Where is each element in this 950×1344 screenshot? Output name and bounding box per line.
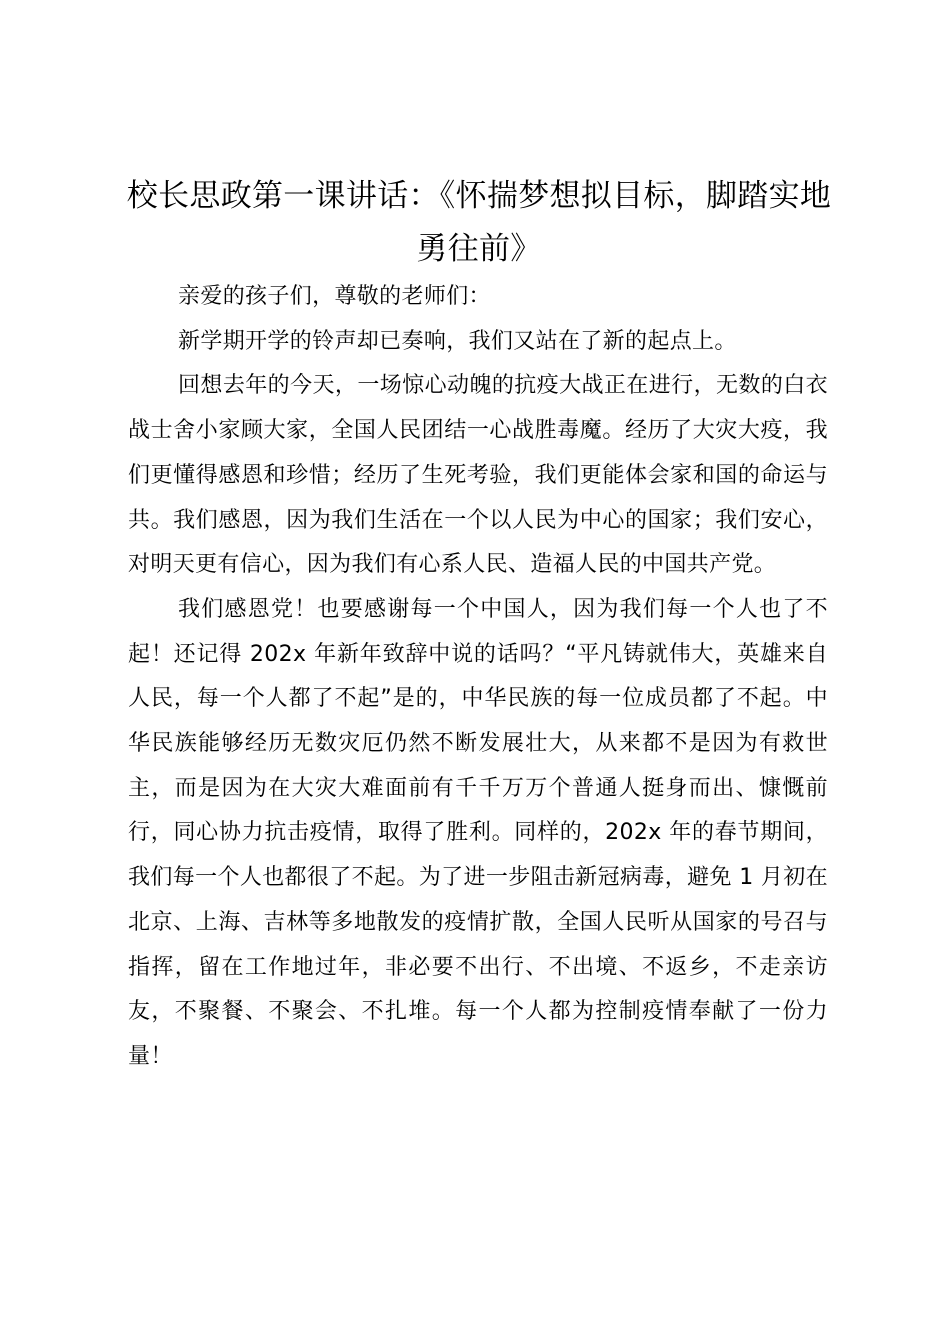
document-title: 校长思政第一课讲话：《怀揣梦想拟目标，脚踏实地勇往前》 <box>126 178 832 267</box>
greeting-paragraph: 亲爱的孩子们，尊敬的老师们： <box>178 284 491 309</box>
body-paragraph: 新学期开学的铃声却已奏响，我们又站在了新的起点上。 <box>178 328 737 354</box>
body-paragraph: 回想去年的今天，一场惊心动魄的抗疫大战正在进行，无数的白衣战士舍小家顾大家，全国人民团结一心战胜毒魔。经历了大灾大疫，我们更懂得感恩和珍惜；经历了生死考验，我们更能体会家和国的命运与共。我们感恩，因为我们生活在一个以人民为中心的国家；我们安心，对明天更有信心，因为我们有心系人民、造福人民的中国共产党。 <box>128 373 828 578</box>
document-body <box>128 275 828 1080</box>
body-paragraph: 我们感恩党！也要感谢每一个中国人，因为我们每一个人也了不起！还记得 202x 年新年致辞中说的话吗？“平凡铸就伟大，英雄来自人民，每一个人都了不起”是的，中华民族的每一位成员都了不起。中华民族能够经历无数灾厄仍然不断发展壮大，从来都不是因为有救世主，而是因为在大灾大难面前有千千万万个普通人挺身而出、慷慨前行，同心协力抗击疫情，取得了胜利。同样的，202x 年的春节期间，我们每一个人也都很了不起。为了进一步阻击新冠病毒，避免 1 月初在北京、上海、吉林等多地散发的疫情扩散，全国人民听从国家的号召与指挥，留在工作地过年，非必要不出行、不出境、不返乡，不走亲访友，不聚餐、不聚会、不扎堆。每一个人都为控制疫情奉献了一份力量！ <box>128 596 828 1069</box>
